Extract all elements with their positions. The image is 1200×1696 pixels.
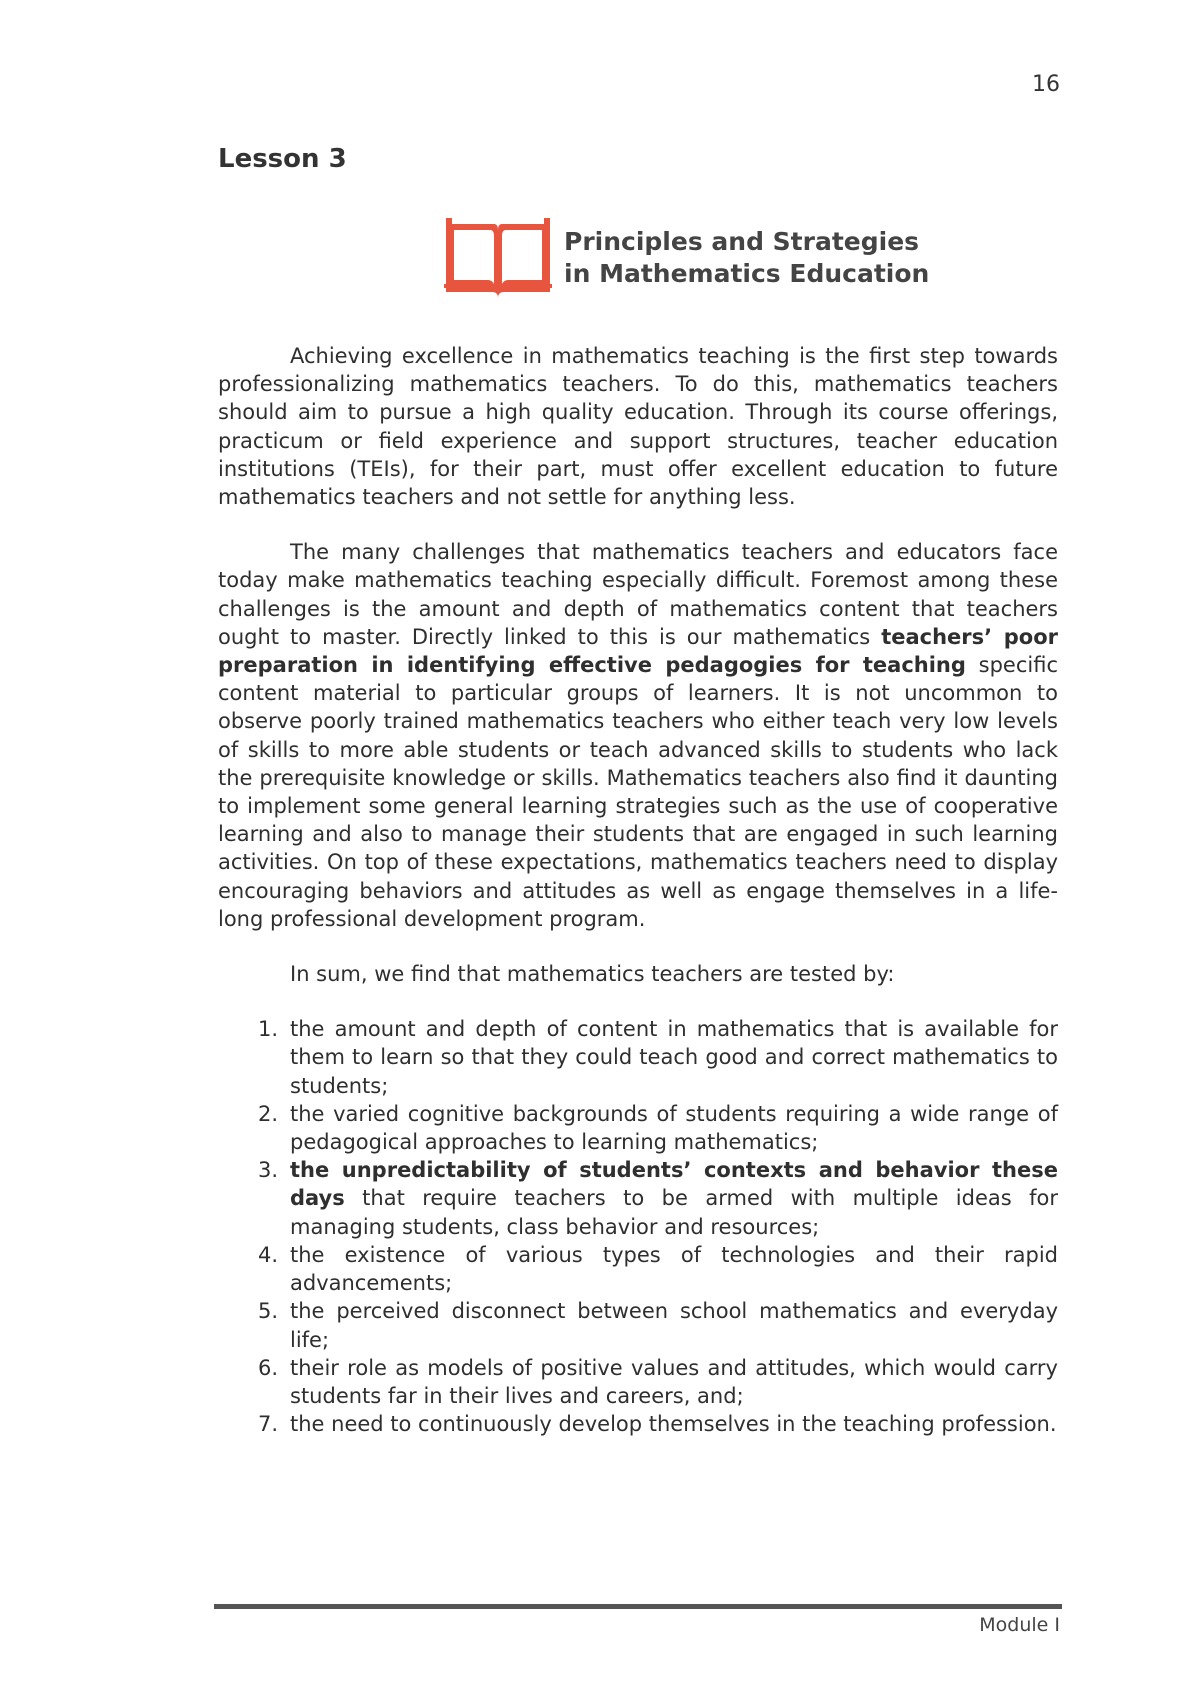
list-item-text: the varied cognitive backgrounds of students requiring a wide range of pedagogical approaches to learning mathematics;: [290, 1101, 1058, 1155]
footer-rule: [214, 1604, 1062, 1609]
list-item: [218, 1241, 1058, 1297]
list-item-rest: that require teachers to be armed with multiple ideas for managing students, class behavior and resources;: [290, 1186, 1058, 1239]
paragraph-summary: In sum, we find that mathematics teachers are tested by:: [290, 962, 895, 987]
list-item-number: 2.: [257, 1101, 278, 1126]
list-item-number: 7.: [257, 1412, 278, 1437]
lesson-header: [444, 218, 929, 298]
body-text: [218, 342, 1058, 1438]
challenges-list: [218, 1015, 1058, 1438]
list-item: [218, 1156, 1058, 1241]
list-item-number: 6.: [257, 1355, 278, 1380]
paragraph-challenges-part1: The many challenges that mathematics teachers and educators face today make mathematics teaching especially difficult. Foremost among these challenges is the amount and depth of mathematics content that teachers ought to master. Directly linked to this is our mathematics: [218, 540, 1058, 649]
list-item: [218, 1354, 1058, 1410]
list-item-text: the need to continuously develop themselves in the teaching profession.: [290, 1412, 1057, 1437]
list-item: [218, 1100, 1058, 1156]
list-item-text: the amount and depth of content in mathematics that is available for them to learn so that they could teach good and correct mathematics to students;: [290, 1017, 1058, 1098]
header-title-line1: Principles and Strategies: [564, 227, 920, 256]
list-item-text: the existence of various types of technologies and their rapid advancements;: [290, 1242, 1058, 1296]
paragraph-challenges-part2: specific content material to particular groups of learners. It is not uncommon to observe poorly trained mathematics teachers who either teach very low levels of skills to more able students or teach advanced skills to students who lack the prerequisite knowledge or skills. Mathematics teachers also find it daunting to implement some general learning strategies such as the use of cooperative learning and also to manage their students that are engaged in such learning activities. On top of these expectations, mathematics teachers need to display encouraging behaviors and attitudes as well as engage themselves in a life-long professional development program.: [218, 653, 1058, 931]
paragraph-challenges: [218, 538, 1058, 933]
header-title-line2: in Mathematics Education: [564, 259, 930, 288]
paragraph-challenges-bold: teachers’ poor preparation in identifying effective pedagogies for teaching: [218, 624, 1058, 678]
lesson-title: Lesson 3: [218, 144, 347, 174]
list-item-number: 4.: [257, 1242, 278, 1267]
list-item-text: their role as models of positive values and attitudes, which would carry students far in their lives and careers, and;: [290, 1355, 1058, 1408]
list-item-number: 3.: [257, 1158, 278, 1183]
list-item: [218, 1410, 1058, 1438]
list-item-number: 5.: [257, 1299, 278, 1324]
list-item-number: 1.: [257, 1017, 278, 1042]
list-item: [218, 1015, 1058, 1100]
open-book-icon: [444, 218, 552, 298]
page-number: 16: [1032, 72, 1060, 97]
paragraph-intro: Achieving excellence in mathematics teaching is the first step towards professionalizing mathematics teachers. To do this, mathematics teachers should aim to pursue a high quality education. Through its course offerings, practicum or field experience and support structures, teacher education institutions (TEIs), for their part, must offer excellent education to future mathematics teachers and not settle for anything less.: [218, 344, 1058, 510]
list-item-text: the perceived disconnect between school mathematics and everyday life;: [290, 1299, 1058, 1352]
list-item-bold: the unpredictability of students’ contexts and behavior these days: [290, 1158, 1058, 1211]
list-item: [218, 1297, 1058, 1353]
list-item-text: [290, 1156, 1058, 1241]
footer-module-label: Module I: [979, 1614, 1060, 1636]
